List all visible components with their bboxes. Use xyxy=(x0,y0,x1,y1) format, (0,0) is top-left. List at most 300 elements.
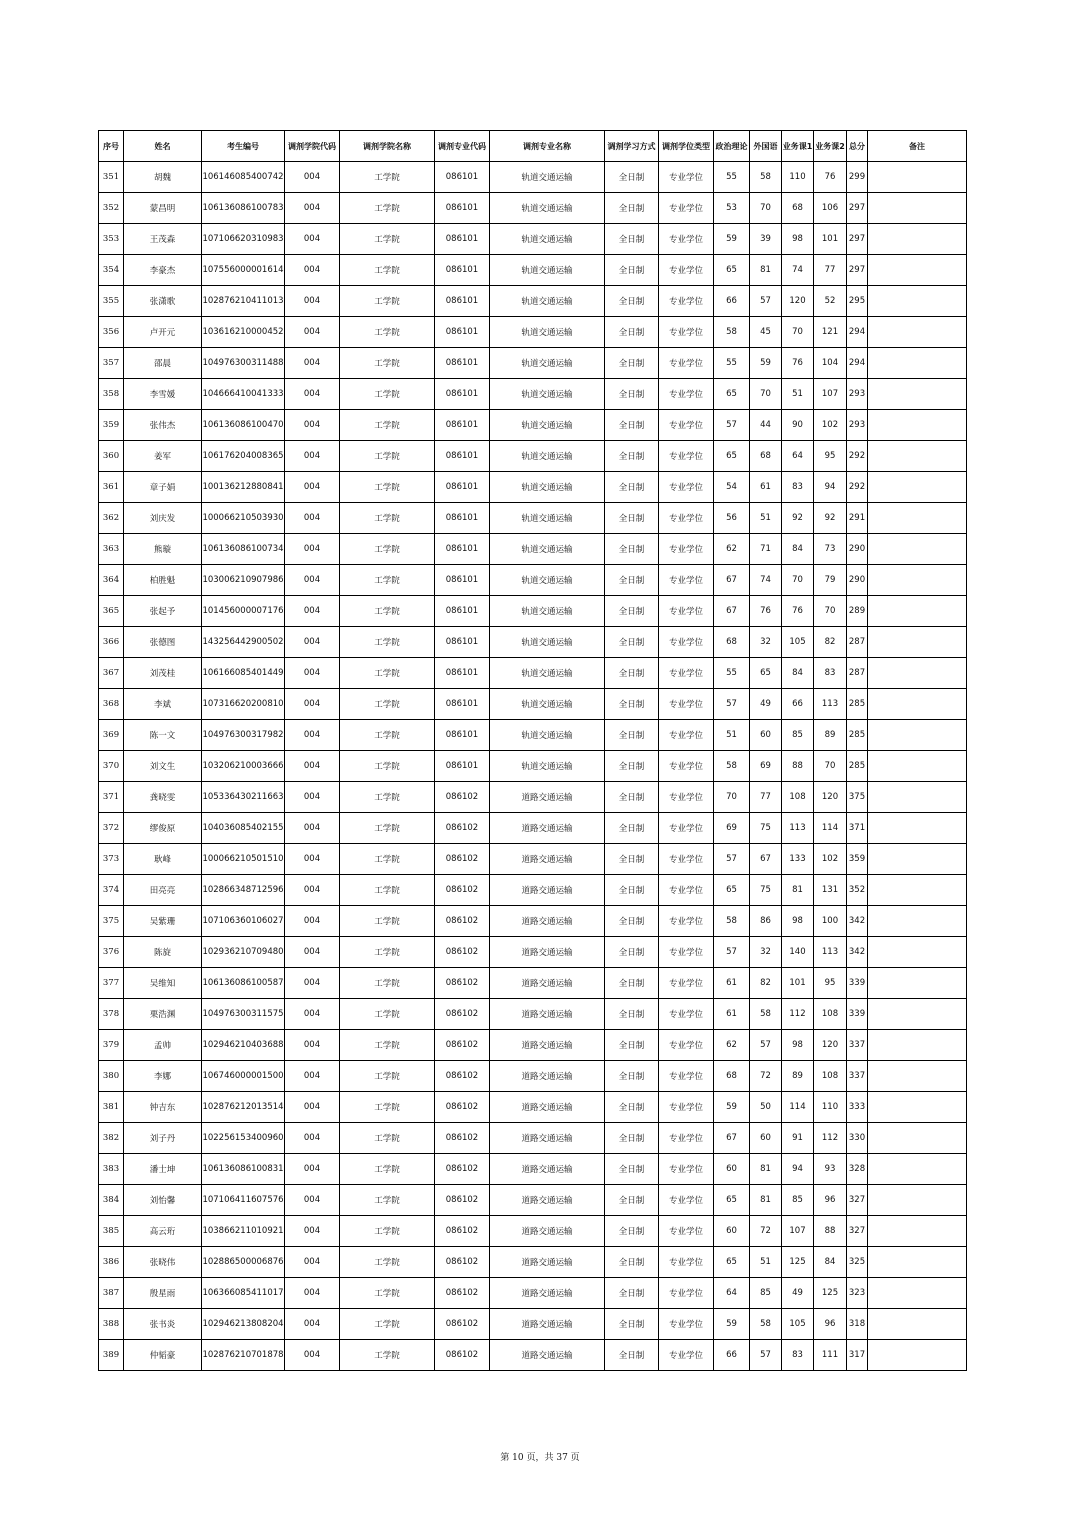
table-row xyxy=(99,720,967,751)
cell-total: 359 xyxy=(847,844,868,875)
cell-major-name: 道路交通运输 xyxy=(490,1216,605,1247)
cell-major-name: 轨道交通运输 xyxy=(490,441,605,472)
table-row xyxy=(99,999,967,1030)
cell-exam-id: 104036085402155 xyxy=(202,813,285,844)
table-row xyxy=(99,875,967,906)
cell-subject-2: 79 xyxy=(814,565,847,596)
cell-name: 刘庆发 xyxy=(124,503,202,534)
cell-major-name: 道路交通运输 xyxy=(490,1278,605,1309)
cell-remarks xyxy=(868,503,967,534)
cell-subject-2: 113 xyxy=(814,937,847,968)
cell-exam-id: 107556000001614 xyxy=(202,255,285,286)
cell-foreign-language: 67 xyxy=(750,844,782,875)
cell-major-name: 轨道交通运输 xyxy=(490,472,605,503)
cell-major-code: 086101 xyxy=(435,410,490,441)
cell-college-code: 004 xyxy=(285,1185,340,1216)
cell-exam-id: 104976300311488 xyxy=(202,348,285,379)
table-row xyxy=(99,596,967,627)
cell-name: 孟帅 xyxy=(124,1030,202,1061)
cell-remarks xyxy=(868,255,967,286)
table-row xyxy=(99,1216,967,1247)
cell-subject-1: 113 xyxy=(782,813,814,844)
cell-remarks xyxy=(868,968,967,999)
cell-degree-type: 专业学位 xyxy=(659,1123,714,1154)
cell-name: 缪俊原 xyxy=(124,813,202,844)
cell-subject-1: 85 xyxy=(782,1185,814,1216)
cell-name: 仲韬豪 xyxy=(124,1340,202,1371)
cell-college-name: 工学院 xyxy=(340,782,435,813)
cell-index: 382 xyxy=(99,1123,124,1154)
cell-remarks xyxy=(868,875,967,906)
cell-subject-2: 107 xyxy=(814,379,847,410)
cell-subject-1: 112 xyxy=(782,999,814,1030)
cell-index: 370 xyxy=(99,751,124,782)
cell-subject-1: 125 xyxy=(782,1247,814,1278)
cell-degree-type: 专业学位 xyxy=(659,286,714,317)
cell-study-mode: 全日制 xyxy=(605,410,659,441)
cell-total: 285 xyxy=(847,751,868,782)
cell-major-code: 086101 xyxy=(435,162,490,193)
cell-college-code: 004 xyxy=(285,224,340,255)
col-header-total: 总分 xyxy=(847,131,868,162)
cell-remarks xyxy=(868,596,967,627)
cell-index: 375 xyxy=(99,906,124,937)
cell-exam-id: 100136212880841 xyxy=(202,472,285,503)
cell-degree-type: 专业学位 xyxy=(659,658,714,689)
cell-degree-type: 专业学位 xyxy=(659,255,714,286)
cell-politics: 69 xyxy=(714,813,750,844)
cell-total: 294 xyxy=(847,348,868,379)
cell-foreign-language: 51 xyxy=(750,1247,782,1278)
col-header-major-name: 调剂专业名称 xyxy=(490,131,605,162)
cell-name: 钟吉东 xyxy=(124,1092,202,1123)
cell-degree-type: 专业学位 xyxy=(659,1092,714,1123)
cell-index: 372 xyxy=(99,813,124,844)
cell-subject-2: 95 xyxy=(814,968,847,999)
cell-college-name: 工学院 xyxy=(340,441,435,472)
cell-exam-id: 102256153400960 xyxy=(202,1123,285,1154)
cell-major-name: 轨道交通运输 xyxy=(490,317,605,348)
cell-degree-type: 专业学位 xyxy=(659,565,714,596)
cell-politics: 65 xyxy=(714,1247,750,1278)
cell-remarks xyxy=(868,1154,967,1185)
cell-total: 290 xyxy=(847,565,868,596)
cell-college-name: 工学院 xyxy=(340,751,435,782)
cell-subject-1: 90 xyxy=(782,410,814,441)
cell-college-code: 004 xyxy=(285,1309,340,1340)
cell-total: 325 xyxy=(847,1247,868,1278)
cell-index: 357 xyxy=(99,348,124,379)
table-row xyxy=(99,410,967,441)
cell-total: 294 xyxy=(847,317,868,348)
cell-index: 376 xyxy=(99,937,124,968)
cell-politics: 66 xyxy=(714,286,750,317)
cell-total: 290 xyxy=(847,534,868,565)
cell-exam-id: 103206210003666 xyxy=(202,751,285,782)
cell-major-code: 086101 xyxy=(435,658,490,689)
cell-degree-type: 专业学位 xyxy=(659,1309,714,1340)
table-row xyxy=(99,689,967,720)
cell-name: 卢开元 xyxy=(124,317,202,348)
cell-study-mode: 全日制 xyxy=(605,503,659,534)
cell-name: 邵晨 xyxy=(124,348,202,379)
cell-index: 356 xyxy=(99,317,124,348)
cell-exam-id: 103866211010921 xyxy=(202,1216,285,1247)
cell-study-mode: 全日制 xyxy=(605,1185,659,1216)
cell-college-name: 工学院 xyxy=(340,162,435,193)
cell-degree-type: 专业学位 xyxy=(659,782,714,813)
cell-politics: 55 xyxy=(714,658,750,689)
cell-college-code: 004 xyxy=(285,503,340,534)
cell-exam-id: 106746000001500 xyxy=(202,1061,285,1092)
cell-subject-2: 73 xyxy=(814,534,847,565)
cell-major-code: 086102 xyxy=(435,906,490,937)
cell-degree-type: 专业学位 xyxy=(659,534,714,565)
cell-foreign-language: 58 xyxy=(750,999,782,1030)
cell-index: 371 xyxy=(99,782,124,813)
cell-exam-id: 103006210907986 xyxy=(202,565,285,596)
cell-study-mode: 全日制 xyxy=(605,1247,659,1278)
cell-politics: 51 xyxy=(714,720,750,751)
table-row xyxy=(99,565,967,596)
cell-college-code: 004 xyxy=(285,1278,340,1309)
cell-college-code: 004 xyxy=(285,813,340,844)
cell-exam-id: 106166085401449 xyxy=(202,658,285,689)
cell-study-mode: 全日制 xyxy=(605,844,659,875)
cell-major-name: 道路交通运输 xyxy=(490,1030,605,1061)
cell-college-name: 工学院 xyxy=(340,813,435,844)
cell-foreign-language: 61 xyxy=(750,472,782,503)
cell-major-code: 086102 xyxy=(435,1123,490,1154)
table-row xyxy=(99,503,967,534)
cell-subject-1: 49 xyxy=(782,1278,814,1309)
cell-major-code: 086101 xyxy=(435,565,490,596)
cell-index: 361 xyxy=(99,472,124,503)
cell-subject-1: 83 xyxy=(782,472,814,503)
cell-remarks xyxy=(868,1216,967,1247)
cell-college-name: 工学院 xyxy=(340,503,435,534)
cell-college-name: 工学院 xyxy=(340,472,435,503)
cell-subject-2: 125 xyxy=(814,1278,847,1309)
cell-college-name: 工学院 xyxy=(340,1061,435,1092)
cell-total: 342 xyxy=(847,906,868,937)
cell-major-name: 道路交通运输 xyxy=(490,1061,605,1092)
cell-total: 337 xyxy=(847,1030,868,1061)
cell-remarks xyxy=(868,193,967,224)
cell-college-name: 工学院 xyxy=(340,1030,435,1061)
cell-exam-id: 101456000007176 xyxy=(202,596,285,627)
cell-index: 386 xyxy=(99,1247,124,1278)
cell-major-code: 086101 xyxy=(435,379,490,410)
cell-total: 295 xyxy=(847,286,868,317)
cell-subject-2: 70 xyxy=(814,751,847,782)
cell-subject-2: 101 xyxy=(814,224,847,255)
cell-study-mode: 全日制 xyxy=(605,441,659,472)
cell-study-mode: 全日制 xyxy=(605,193,659,224)
cell-name: 耿峰 xyxy=(124,844,202,875)
table-row xyxy=(99,1247,967,1278)
cell-study-mode: 全日制 xyxy=(605,565,659,596)
col-header-college-code: 调剂学院代码 xyxy=(285,131,340,162)
table-row xyxy=(99,1278,967,1309)
cell-name: 龚晓雯 xyxy=(124,782,202,813)
cell-subject-2: 84 xyxy=(814,1247,847,1278)
cell-study-mode: 全日制 xyxy=(605,1216,659,1247)
cell-college-code: 004 xyxy=(285,1216,340,1247)
cell-major-code: 086101 xyxy=(435,534,490,565)
cell-total: 328 xyxy=(847,1154,868,1185)
cell-college-code: 004 xyxy=(285,317,340,348)
cell-subject-2: 106 xyxy=(814,193,847,224)
cell-foreign-language: 82 xyxy=(750,968,782,999)
cell-college-name: 工学院 xyxy=(340,999,435,1030)
cell-major-name: 道路交通运输 xyxy=(490,906,605,937)
cell-exam-id: 107106411607576 xyxy=(202,1185,285,1216)
cell-exam-id: 102946213808204 xyxy=(202,1309,285,1340)
cell-name: 高云珩 xyxy=(124,1216,202,1247)
cell-major-code: 086102 xyxy=(435,1340,490,1371)
cell-index: 388 xyxy=(99,1309,124,1340)
cell-exam-id: 107106620310983 xyxy=(202,224,285,255)
cell-index: 387 xyxy=(99,1278,124,1309)
table-row xyxy=(99,1185,967,1216)
cell-study-mode: 全日制 xyxy=(605,348,659,379)
cell-foreign-language: 59 xyxy=(750,348,782,379)
col-header-politics: 政治理论 xyxy=(714,131,750,162)
cell-index: 368 xyxy=(99,689,124,720)
cell-college-name: 工学院 xyxy=(340,1092,435,1123)
cell-major-name: 轨道交通运输 xyxy=(490,379,605,410)
cell-name: 刘茂桂 xyxy=(124,658,202,689)
cell-index: 381 xyxy=(99,1092,124,1123)
cell-major-name: 轨道交通运输 xyxy=(490,658,605,689)
table-row xyxy=(99,968,967,999)
cell-foreign-language: 60 xyxy=(750,720,782,751)
cell-subject-2: 110 xyxy=(814,1092,847,1123)
table-row xyxy=(99,906,967,937)
cell-subject-2: 95 xyxy=(814,441,847,472)
cell-major-code: 086102 xyxy=(435,1092,490,1123)
cell-foreign-language: 50 xyxy=(750,1092,782,1123)
cell-index: 363 xyxy=(99,534,124,565)
cell-remarks xyxy=(868,906,967,937)
cell-subject-1: 108 xyxy=(782,782,814,813)
cell-exam-id: 107316620200810 xyxy=(202,689,285,720)
cell-major-name: 轨道交通运输 xyxy=(490,627,605,658)
cell-remarks xyxy=(868,1061,967,1092)
cell-index: 358 xyxy=(99,379,124,410)
cell-exam-id: 102876210701878 xyxy=(202,1340,285,1371)
cell-degree-type: 专业学位 xyxy=(659,193,714,224)
cell-index: 354 xyxy=(99,255,124,286)
cell-name: 张起予 xyxy=(124,596,202,627)
cell-major-name: 轨道交通运输 xyxy=(490,193,605,224)
cell-total: 317 xyxy=(847,1340,868,1371)
cell-total: 352 xyxy=(847,875,868,906)
table-body xyxy=(99,162,967,1371)
cell-name: 陈旋 xyxy=(124,937,202,968)
cell-foreign-language: 77 xyxy=(750,782,782,813)
cell-study-mode: 全日制 xyxy=(605,162,659,193)
cell-index: 365 xyxy=(99,596,124,627)
cell-college-code: 004 xyxy=(285,565,340,596)
cell-college-code: 004 xyxy=(285,379,340,410)
cell-degree-type: 专业学位 xyxy=(659,1154,714,1185)
cell-major-name: 道路交通运输 xyxy=(490,1247,605,1278)
cell-exam-id: 102946210403688 xyxy=(202,1030,285,1061)
cell-index: 379 xyxy=(99,1030,124,1061)
cell-degree-type: 专业学位 xyxy=(659,1278,714,1309)
cell-exam-id: 106176204008365 xyxy=(202,441,285,472)
cell-college-code: 004 xyxy=(285,1092,340,1123)
cell-subject-2: 83 xyxy=(814,658,847,689)
cell-subject-2: 52 xyxy=(814,286,847,317)
cell-exam-id: 107106360106027 xyxy=(202,906,285,937)
cell-college-code: 004 xyxy=(285,720,340,751)
cell-college-name: 工学院 xyxy=(340,1340,435,1371)
cell-name: 张潇歌 xyxy=(124,286,202,317)
cell-index: 353 xyxy=(99,224,124,255)
table-row xyxy=(99,627,967,658)
cell-exam-id: 104976300317982 xyxy=(202,720,285,751)
cell-college-code: 004 xyxy=(285,410,340,441)
cell-remarks xyxy=(868,348,967,379)
cell-major-name: 轨道交通运输 xyxy=(490,565,605,596)
cell-politics: 58 xyxy=(714,317,750,348)
cell-politics: 68 xyxy=(714,627,750,658)
cell-major-code: 086102 xyxy=(435,844,490,875)
cell-major-name: 轨道交通运输 xyxy=(490,720,605,751)
cell-subject-1: 110 xyxy=(782,162,814,193)
cell-major-name: 道路交通运输 xyxy=(490,999,605,1030)
cell-college-code: 004 xyxy=(285,844,340,875)
cell-degree-type: 专业学位 xyxy=(659,503,714,534)
cell-subject-2: 112 xyxy=(814,1123,847,1154)
cell-college-name: 工学院 xyxy=(340,906,435,937)
cell-college-code: 004 xyxy=(285,1154,340,1185)
cell-politics: 57 xyxy=(714,844,750,875)
cell-college-name: 工学院 xyxy=(340,1247,435,1278)
cell-subject-2: 131 xyxy=(814,875,847,906)
cell-college-code: 004 xyxy=(285,596,340,627)
cell-total: 342 xyxy=(847,937,868,968)
cell-total: 330 xyxy=(847,1123,868,1154)
cell-name: 潘士坤 xyxy=(124,1154,202,1185)
cell-foreign-language: 65 xyxy=(750,658,782,689)
cell-exam-id: 106136086100783 xyxy=(202,193,285,224)
cell-college-code: 004 xyxy=(285,937,340,968)
cell-subject-1: 76 xyxy=(782,348,814,379)
cell-subject-1: 105 xyxy=(782,627,814,658)
cell-study-mode: 全日制 xyxy=(605,689,659,720)
cell-subject-1: 94 xyxy=(782,1154,814,1185)
cell-politics: 65 xyxy=(714,379,750,410)
table-row xyxy=(99,534,967,565)
cell-major-code: 086101 xyxy=(435,224,490,255)
cell-subject-1: 98 xyxy=(782,906,814,937)
cell-study-mode: 全日制 xyxy=(605,534,659,565)
cell-index: 383 xyxy=(99,1154,124,1185)
cell-total: 291 xyxy=(847,503,868,534)
cell-foreign-language: 58 xyxy=(750,1309,782,1340)
cell-politics: 59 xyxy=(714,1092,750,1123)
cell-major-code: 086102 xyxy=(435,968,490,999)
cell-study-mode: 全日制 xyxy=(605,658,659,689)
cell-index: 364 xyxy=(99,565,124,596)
cell-college-name: 工学院 xyxy=(340,1154,435,1185)
cell-college-name: 工学院 xyxy=(340,193,435,224)
cell-name: 张伟杰 xyxy=(124,410,202,441)
cell-major-name: 轨道交通运输 xyxy=(490,162,605,193)
cell-politics: 62 xyxy=(714,1030,750,1061)
cell-degree-type: 专业学位 xyxy=(659,720,714,751)
cell-subject-2: 92 xyxy=(814,503,847,534)
cell-foreign-language: 81 xyxy=(750,1154,782,1185)
cell-subject-1: 83 xyxy=(782,1340,814,1371)
cell-major-code: 086102 xyxy=(435,937,490,968)
cell-degree-type: 专业学位 xyxy=(659,162,714,193)
cell-subject-1: 51 xyxy=(782,379,814,410)
cell-college-code: 004 xyxy=(285,751,340,782)
cell-subject-2: 104 xyxy=(814,348,847,379)
cell-exam-id: 100066210501510 xyxy=(202,844,285,875)
cell-name: 李雪媛 xyxy=(124,379,202,410)
cell-subject-1: 92 xyxy=(782,503,814,534)
cell-exam-id: 104666410041333 xyxy=(202,379,285,410)
cell-college-code: 004 xyxy=(285,689,340,720)
cell-college-code: 004 xyxy=(285,286,340,317)
cell-subject-1: 84 xyxy=(782,534,814,565)
cell-major-code: 086101 xyxy=(435,472,490,503)
cell-college-code: 004 xyxy=(285,968,340,999)
cell-subject-1: 74 xyxy=(782,255,814,286)
cell-index: 359 xyxy=(99,410,124,441)
cell-foreign-language: 69 xyxy=(750,751,782,782)
cell-foreign-language: 60 xyxy=(750,1123,782,1154)
cell-college-name: 工学院 xyxy=(340,689,435,720)
cell-total: 339 xyxy=(847,999,868,1030)
cell-remarks xyxy=(868,565,967,596)
cell-name: 殷星雨 xyxy=(124,1278,202,1309)
cell-politics: 62 xyxy=(714,534,750,565)
cell-politics: 59 xyxy=(714,224,750,255)
cell-subject-2: 96 xyxy=(814,1309,847,1340)
cell-exam-id: 100066210503930 xyxy=(202,503,285,534)
cell-total: 297 xyxy=(847,255,868,286)
cell-study-mode: 全日制 xyxy=(605,1030,659,1061)
cell-name: 姜军 xyxy=(124,441,202,472)
cell-foreign-language: 57 xyxy=(750,286,782,317)
cell-politics: 57 xyxy=(714,937,750,968)
cell-foreign-language: 81 xyxy=(750,255,782,286)
cell-name: 田亮亮 xyxy=(124,875,202,906)
cell-foreign-language: 72 xyxy=(750,1216,782,1247)
cell-remarks xyxy=(868,224,967,255)
cell-study-mode: 全日制 xyxy=(605,224,659,255)
cell-politics: 67 xyxy=(714,1123,750,1154)
col-header-college-name: 调剂学院名称 xyxy=(340,131,435,162)
table-row xyxy=(99,317,967,348)
cell-foreign-language: 45 xyxy=(750,317,782,348)
cell-index: 355 xyxy=(99,286,124,317)
cell-major-code: 086102 xyxy=(435,1030,490,1061)
cell-major-name: 道路交通运输 xyxy=(490,1309,605,1340)
table-row xyxy=(99,1030,967,1061)
cell-study-mode: 全日制 xyxy=(605,627,659,658)
table-row xyxy=(99,348,967,379)
cell-total: 293 xyxy=(847,379,868,410)
cell-remarks xyxy=(868,410,967,441)
